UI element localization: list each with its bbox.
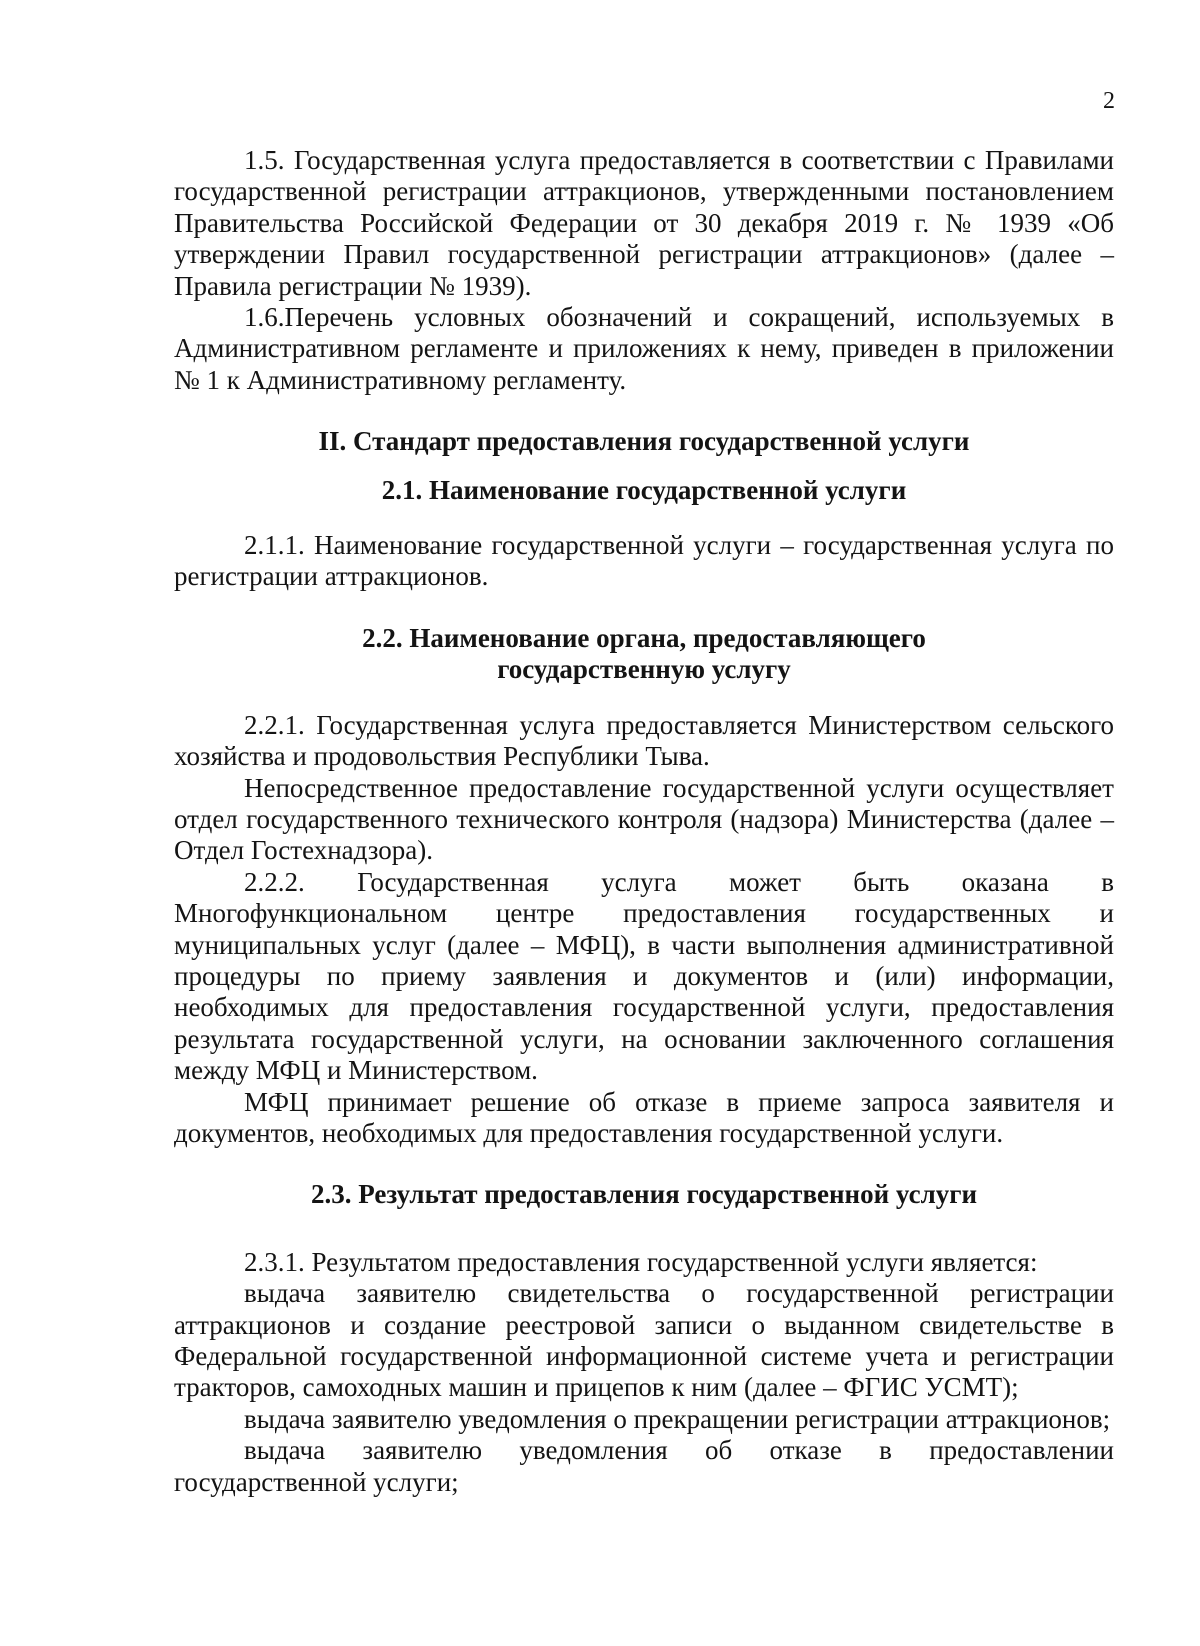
- subsection-2-3-title: 2.3. Результат предоставления государственной услуги: [310, 1179, 978, 1210]
- list-item-termination-notice: выдача заявителю уведомления о прекращении регистрации аттракционов;: [244, 1403, 1111, 1434]
- document-body: [174, 145, 1114, 1498]
- subsection-2-1-title: 2.1. Наименование государственной услуги: [381, 474, 907, 505]
- paragraph-2-2-1: 2.2.1. Государственная услуга предоставляется Министерством сельского хозяйства и продовольствия Республики Тыва.: [174, 709, 1114, 772]
- list-item-refusal-notice: выдача заявителю уведомления об отказе в предоставлении государственной услуги;: [174, 1435, 1114, 1497]
- paragraph-direct-provision: Непосредственное предоставление государственной услуги осуществляет отдел государственного технического контроля (надзора) Министерства (далее – Отдел Гостехнадзора).: [174, 772, 1114, 866]
- paragraph-1-5: 1.5. Государственная услуга предоставляется в соответствии с Правилами государственной регистрации аттракционов, утвержденными постановлением Правительства Российской Федерации от 30 декабря 2019 г. № 1939 «Об утверждении Правил государственной регистрации аттракционов» (далее – Правила регистрации № 1939).: [174, 145, 1114, 301]
- paragraph-mfc-refusal: МФЦ принимает решение об отказе в приеме запроса заявителя и документов, необходимых для предоставления государственной услуги.: [174, 1086, 1114, 1148]
- paragraph-2-1-1: 2.1.1. Наименование государственной услуги – государственная услуга по регистрации аттракционов.: [174, 530, 1114, 592]
- subsection-2-2-title-line1: 2.2. Наименование органа, предоставляющего: [362, 622, 926, 653]
- paragraph-1-6: 1.6.Перечень условных обозначений и сокращений, используемых в Административном регламенте и приложениях к нему, приведен в приложении № 1 к Административному регламенту.: [174, 302, 1114, 395]
- paragraph-2-2-2: 2.2.2. Государственная услуга может быть оказана в Многофункциональном центре предоставления государственных и муниципальных услуг (далее – МФЦ), в части выполнения административной процедуры по приему заявления и документов и (или) информации, необходимых для предоставления государственной услуги, предоставления результата государственной услуги, на основании заключенного соглашения между МФЦ и Министерством.: [174, 866, 1114, 1086]
- paragraph-2-3-1: 2.3.1. Результатом предоставления государственной услуги является:: [244, 1246, 1038, 1277]
- page-number: 2: [1103, 88, 1115, 114]
- subsection-2-2-title-line2: государственную услугу: [497, 654, 791, 685]
- list-item-certificate: выдача заявителю свидетельства о государственной регистрации аттракционов и создание реестровой записи о выданном свидетельстве в Федеральной государственной информационной системе учета и регистрации тракторов, самоходных машин и прицепов к ним (далее – ФГИС УСМТ);: [174, 1278, 1114, 1403]
- section-2-title: II. Стандарт предоставления государственной услуги: [318, 426, 970, 457]
